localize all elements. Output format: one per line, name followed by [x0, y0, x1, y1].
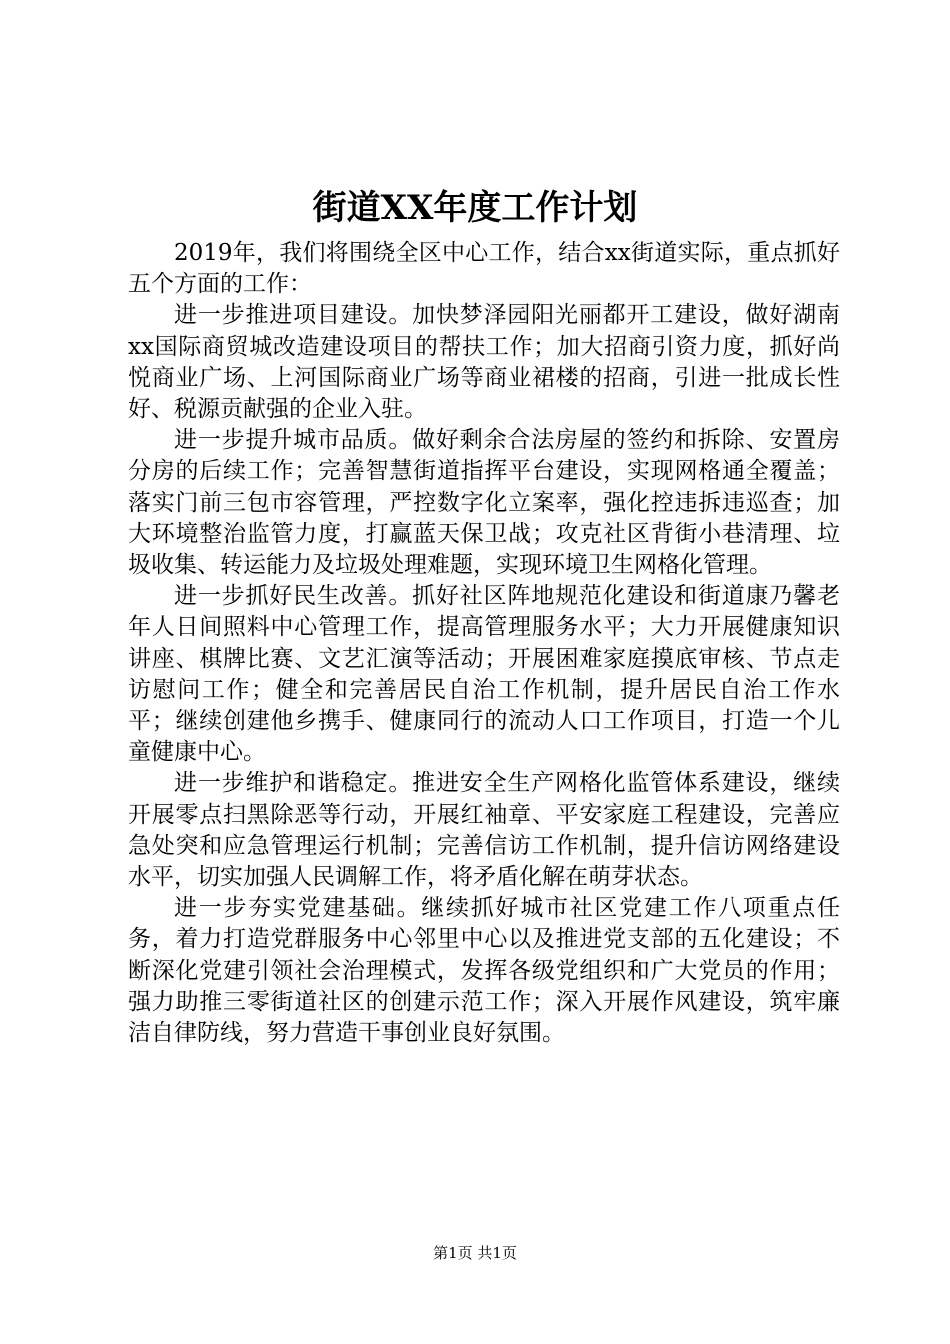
paragraph-city-quality: 进一步提升城市品质。做好剩余合法房屋的签约和拆除、安置房分房的后续工作；完善智慧街道指挥平台建设，实现网格通全覆盖；落实门前三包市容管理，严控数字化立案率，强化控违拆违巡查；加大环境整治监管力度，打赢蓝天保卫战；攻克社区背街小巷清理、垃圾收集、转运能力及垃圾处理难题，实现环境卫生网格化管理。 [128, 427, 840, 579]
paragraph-intro: 2019年，我们将围绕全区中心工作，结合xx街道实际，重点抓好五个方面的工作： [128, 240, 840, 298]
document-title: 街道XX年度工作计划 [312, 188, 638, 228]
paragraph-stability: 进一步维护和谐稳定。推进安全生产网格化监管体系建设，继续开展零点扫黑除恶等行动，开展红袖章、平安家庭工程建设，完善应急处突和应急管理运行机制；完善信访工作机制，提升信访网络建设水平，切实加强人民调解工作，将矛盾化解在萌芽状态。 [128, 770, 840, 891]
paragraph-project-construction: 进一步推进项目建设。加快梦泽园阳光丽都开工建设，做好湖南xx国际商贸城改造建设项目的帮扶工作；加大招商引资力度，抓好尚悦商业广场、上河国际商业广场等商业裙楼的招商，引进一批成长性好、税源贡献强的企业入驻。 [128, 302, 840, 423]
document-body [128, 238, 840, 1049]
page-footer: 第1页 共1页 [433, 1244, 517, 1262]
paragraph-party-building: 进一步夯实党建基础。继续抓好城市社区党建工作八项重点任务，着力打造党群服务中心邻里中心以及推进党支部的五化建设；不断深化党建引领社会治理模式，发挥各级党组织和广大党员的作用；强力助推三零街道社区的创建示范工作；深入开展作风建设，筑牢廉洁自律防线，努力营造干事创业良好氛围。 [128, 895, 840, 1047]
paragraph-livelihood: 进一步抓好民生改善。抓好社区阵地规范化建设和街道康乃馨老年人日间照料中心管理工作，提高管理服务水平；大力开展健康知识讲座、棋牌比赛、文艺汇演等活动；开展困难家庭摸底审核、节点走访慰问工作；健全和完善居民自治工作机制，提升居民自治工作水平；继续创建他乡携手、健康同行的流动人口工作项目，打造一个儿童健康中心。 [128, 583, 840, 766]
